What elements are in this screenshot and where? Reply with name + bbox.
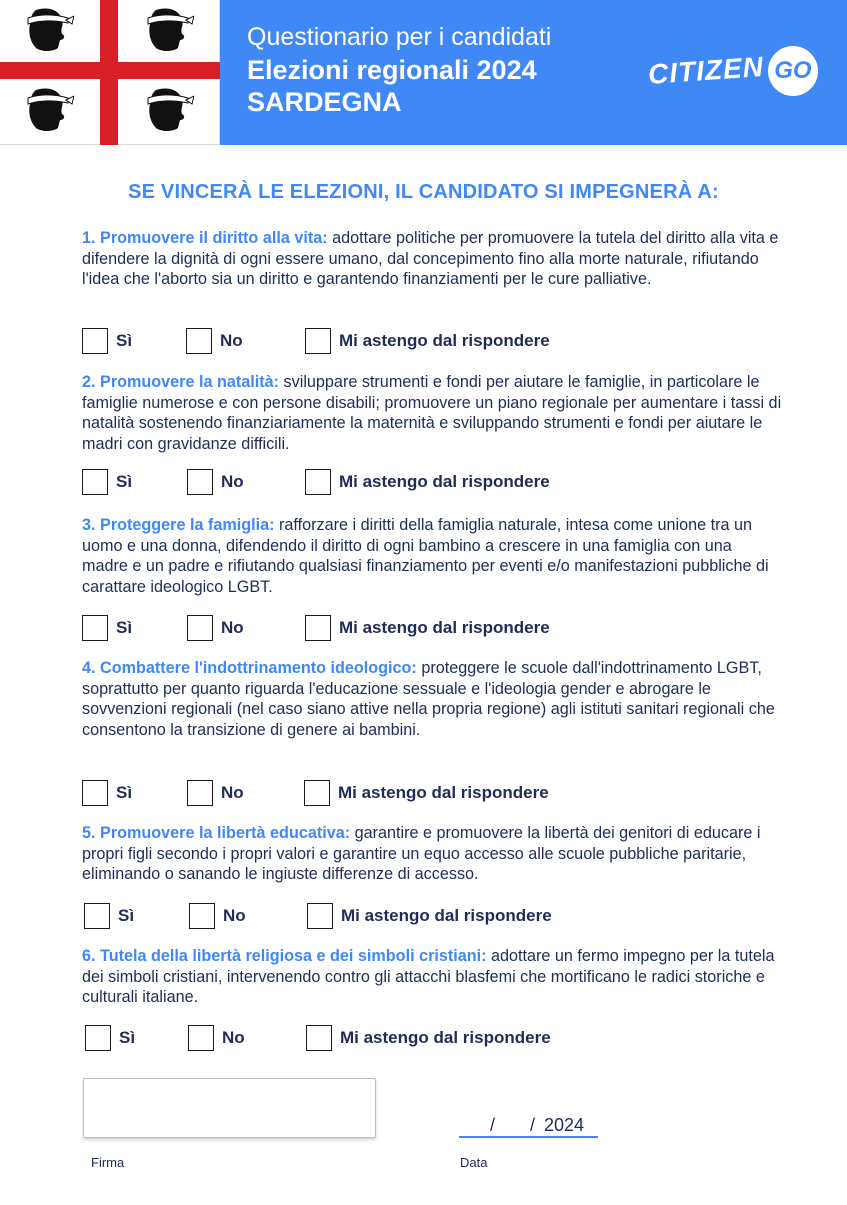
- option-label: Mi astengo dal rispondere: [339, 331, 550, 350]
- answer-options-3: [82, 615, 782, 643]
- option-label: No: [222, 1028, 245, 1047]
- answer-options-4: [82, 780, 782, 808]
- checkbox-abstain[interactable]: [307, 903, 333, 929]
- option-label: Mi astengo dal rispondere: [338, 783, 549, 802]
- checkbox-no[interactable]: [187, 615, 213, 641]
- question-number: 3.: [82, 516, 96, 534]
- checkbox-no[interactable]: [188, 1025, 214, 1051]
- checkbox-yes[interactable]: [82, 780, 108, 806]
- option-label: No: [223, 906, 246, 925]
- option-no[interactable]: [186, 328, 243, 354]
- sardinia-flag-icon: [0, 0, 220, 145]
- checkbox-no[interactable]: [187, 469, 213, 495]
- header-title-line1: Elezioni regionali 2024: [247, 55, 537, 85]
- checkbox-yes[interactable]: [82, 328, 108, 354]
- option-no[interactable]: [187, 615, 244, 641]
- option-abstain[interactable]: [305, 615, 550, 641]
- checkbox-abstain[interactable]: [304, 780, 330, 806]
- answer-options-2: [82, 469, 782, 497]
- checkbox-abstain[interactable]: [306, 1025, 332, 1051]
- option-abstain[interactable]: [306, 1025, 551, 1051]
- option-no[interactable]: [188, 1025, 245, 1051]
- question-body: proteggere le scuole dall'indottrinamento LGBT, soprattutto per quanto riguarda l'educazione sessuale e l'ideologia gender e abrogare le sovvenzioni regionali (nel caso siano attive nella propria regione) agli istituti sanitari regionali che consentono la transizione di genere ai bambini.: [82, 659, 775, 739]
- question-title: Promuovere la libertà educativa:: [100, 824, 351, 842]
- date-field[interactable]: [459, 1113, 598, 1138]
- option-yes[interactable]: [85, 1025, 135, 1051]
- option-label: No: [220, 331, 243, 350]
- option-abstain[interactable]: [305, 328, 550, 354]
- question-number: 1.: [82, 229, 96, 247]
- option-label: Mi astengo dal rispondere: [339, 472, 550, 491]
- question-title: Promuovere il diritto alla vita:: [100, 229, 328, 247]
- question-title: Combattere l'indottrinamento ideologico:: [100, 659, 417, 677]
- question-number: 5.: [82, 824, 96, 842]
- option-abstain[interactable]: [305, 469, 550, 495]
- signature-label: Firma: [91, 1155, 125, 1170]
- option-label: Sì: [118, 906, 135, 925]
- question-2: [82, 372, 782, 454]
- moor-head-icon: [142, 6, 194, 52]
- question-6: [82, 946, 782, 1008]
- citizengo-logo: [648, 46, 818, 96]
- moor-head-icon: [22, 6, 74, 52]
- checkbox-no[interactable]: [189, 903, 215, 929]
- answer-options-6: [85, 1025, 785, 1053]
- option-label: Sì: [116, 472, 133, 491]
- option-label: Sì: [116, 331, 133, 350]
- checkbox-no[interactable]: [186, 328, 212, 354]
- option-label: Mi astengo dal rispondere: [341, 906, 552, 925]
- option-abstain[interactable]: [304, 780, 549, 806]
- option-label: No: [221, 472, 244, 491]
- question-body: garantire e promuovere la libertà dei genitori di educare i propri figli secondo i propri valori e garantire un equo accesso alle scuole pubbliche paritarie, eliminando o sanando le ingiuste differenze di accesso.: [82, 824, 761, 883]
- question-3: [82, 515, 782, 597]
- checkbox-yes[interactable]: [84, 903, 110, 929]
- question-title: Tutela della libertà religiosa e dei simboli cristiani:: [100, 947, 487, 965]
- option-label: Sì: [119, 1028, 136, 1047]
- question-1: [82, 228, 782, 290]
- moor-head-icon: [22, 86, 74, 132]
- question-title: Promuovere la natalità:: [100, 373, 280, 391]
- question-number: 6.: [82, 947, 96, 965]
- logo-badge: GO: [768, 46, 818, 96]
- option-no[interactable]: [187, 780, 244, 806]
- option-no[interactable]: [189, 903, 246, 929]
- logo-text: CITIZEN: [647, 50, 765, 91]
- header-banner: [0, 0, 847, 145]
- checkbox-yes[interactable]: [82, 615, 108, 641]
- date-separator: /: [530, 1115, 536, 1135]
- date-year: 2024: [544, 1115, 585, 1135]
- option-yes[interactable]: [82, 328, 132, 354]
- moor-head-icon: [142, 86, 194, 132]
- option-label: Sì: [116, 783, 133, 802]
- option-yes[interactable]: [84, 903, 134, 929]
- option-yes[interactable]: [82, 469, 132, 495]
- header-title-line2: SARDEGNA: [247, 87, 402, 117]
- header-text: [247, 20, 551, 118]
- checkbox-no[interactable]: [187, 780, 213, 806]
- date-label: Data: [460, 1155, 488, 1170]
- option-label: Sì: [116, 618, 133, 637]
- checkbox-yes[interactable]: [85, 1025, 111, 1051]
- option-label: No: [221, 783, 244, 802]
- answer-options-1: [82, 328, 782, 356]
- answer-options-5: [84, 903, 784, 931]
- flag-cross-vertical: [100, 0, 118, 145]
- option-label: Mi astengo dal rispondere: [340, 1028, 551, 1047]
- date-separator: /: [490, 1115, 496, 1135]
- question-number: 4.: [82, 659, 96, 677]
- question-body: adottare politiche per promuovere la tutela del diritto alla vita e difendere la dignità di ogni essere umano, dal concepimento fino alla morte naturale, rifiutando l'idea che l'aborto sia un diritto e garantendo finanziamenti per le cure palliative.: [82, 229, 779, 288]
- question-body: adottare un fermo impegno per la tutela dei simboli cristiani, intervenendo contro gli attacchi blasfemi che mortificano le radici storiche e culturali italiane.: [82, 947, 775, 1006]
- signature-field[interactable]: [83, 1078, 376, 1138]
- question-title: Proteggere la famiglia:: [100, 516, 275, 534]
- question-number: 2.: [82, 373, 96, 391]
- question-body: rafforzare i diritti della famiglia naturale, intesa come unione tra un uomo e una donna, difendendo il diritto di ogni bambino a crescere in una famiglia con una madre e un padre e rifiutando qualsiasi finanziamento per eventi e/o manifestazioni pubbliche di carattare ideologico LGBT.: [82, 516, 769, 596]
- option-label: Mi astengo dal rispondere: [339, 618, 550, 637]
- main-heading: SE VINCERÀ LE ELEZIONI, IL CANDIDATO SI IMPEGNERÀ A:: [128, 181, 719, 203]
- option-yes[interactable]: [82, 780, 132, 806]
- option-label: No: [221, 618, 244, 637]
- checkbox-yes[interactable]: [82, 469, 108, 495]
- option-yes[interactable]: [82, 615, 132, 641]
- option-abstain[interactable]: [307, 903, 552, 929]
- question-body: sviluppare strumenti e fondi per aiutare le famiglie, in particolare le famiglie numerose e con persone disabili; promuovere un piano regionale per aumentare i tassi di natalità sostenendo finanziariamente la maternità e sviluppando strumenti e fondi per aiutare le madri con gravidanze difficili.: [82, 373, 782, 453]
- question-4: [82, 658, 782, 740]
- question-5: [82, 823, 782, 885]
- checkbox-abstain[interactable]: [305, 469, 331, 495]
- checkbox-abstain[interactable]: [305, 328, 331, 354]
- checkbox-abstain[interactable]: [305, 615, 331, 641]
- option-no[interactable]: [187, 469, 244, 495]
- header-subtitle: Questionario per i candidati: [247, 23, 552, 51]
